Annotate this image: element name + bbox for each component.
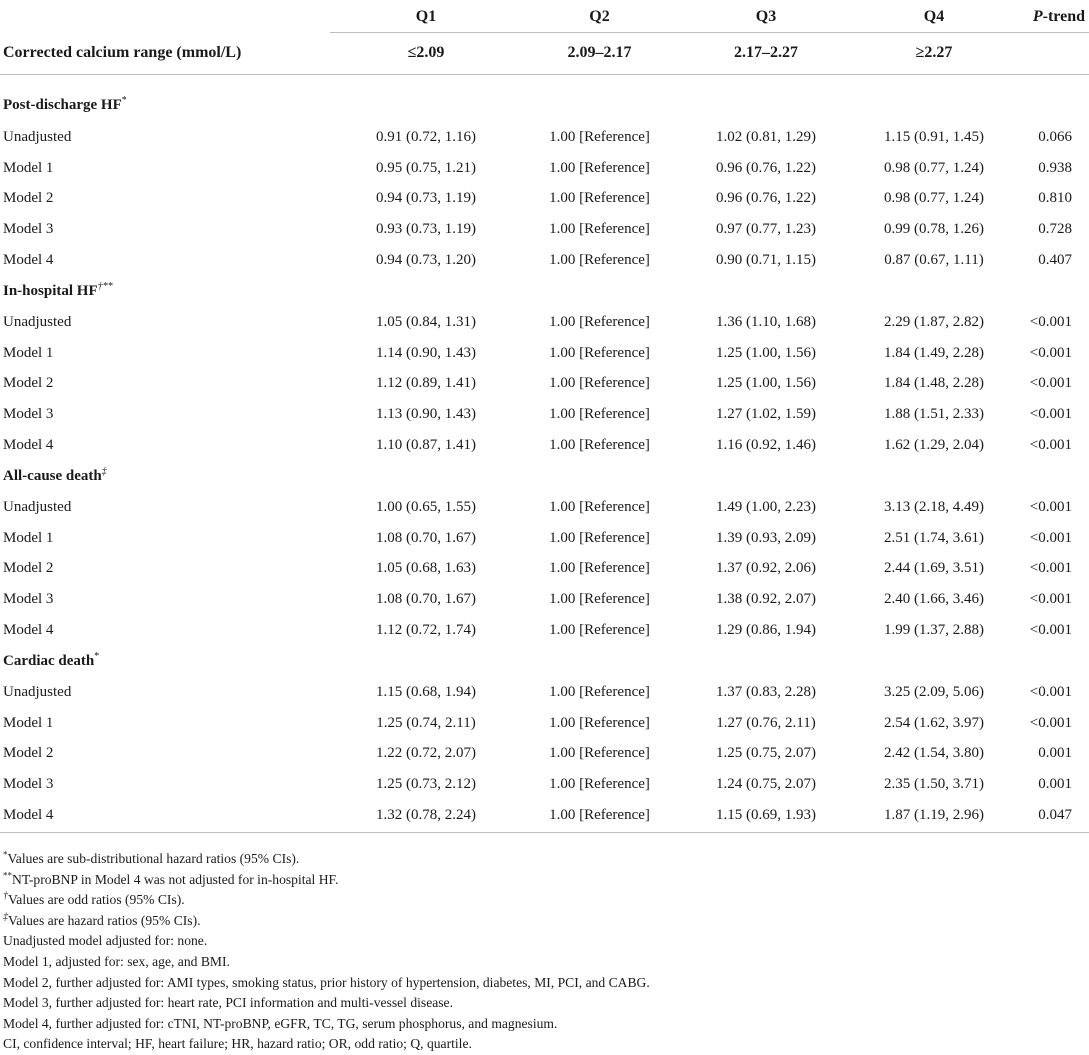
footnote (3, 1014, 1083, 1035)
cell-q2: 1.00 [Reference] (549, 344, 650, 361)
cell-q1: 1.14 (0.90, 1.43) (376, 344, 476, 361)
footnote (3, 890, 1083, 911)
cell-q4: 0.87 (0.67, 1.11) (884, 252, 984, 269)
row-label: Model 4 (3, 622, 54, 639)
table-row (0, 153, 1089, 184)
cell-p-trend: 0.728 (1038, 221, 1072, 238)
footnote-text: Values are sub-distributional hazard ratios (95% CIs). (7, 851, 300, 866)
cell-q1: 1.08 (0.70, 1.67) (376, 591, 476, 608)
row-label: Model 1 (3, 159, 54, 176)
cell-q2: 1.00 [Reference] (549, 591, 650, 608)
table-row (0, 769, 1089, 800)
cell-q1: 1.22 (0.72, 2.07) (376, 745, 476, 762)
row-label: Model 3 (3, 406, 54, 423)
range-q4: ≥2.27 (855, 32, 1013, 74)
cell-q2: 1.00 [Reference] (522, 800, 677, 832)
footnote-text: Values are hazard ratios (95% CIs). (8, 912, 201, 928)
range-q3: 2.17–2.27 (677, 32, 855, 74)
cell-p-trend: 0.066 (1038, 128, 1072, 145)
cell-q3: 1.16 (0.92, 1.46) (716, 437, 816, 454)
cell-q4: 1.99 (1.37, 2.88) (884, 622, 984, 639)
row-label: Model 4 (0, 800, 330, 832)
row-label: Unadjusted (3, 313, 72, 330)
cell-q1: 1.25 (0.74, 2.11) (376, 714, 476, 731)
table-row (0, 708, 1089, 739)
cell-q1: 1.12 (0.72, 1.74) (376, 622, 476, 639)
cell-p-trend: <0.001 (1029, 529, 1072, 546)
footnote (3, 931, 1083, 952)
cell-q1: 1.05 (0.68, 1.63) (376, 560, 476, 577)
cell-q4: 0.98 (0.77, 1.24) (884, 159, 984, 176)
footnote-text: Values are odd ratios (95% CIs). (8, 892, 185, 908)
cell-q4: 1.15 (0.91, 1.45) (884, 128, 984, 145)
cell-q3: 1.25 (1.00, 1.56) (716, 344, 816, 361)
table-row (0, 523, 1089, 554)
cell-p-trend: <0.001 (1029, 313, 1072, 330)
cell-q3: 1.27 (0.76, 2.11) (716, 714, 816, 731)
footnote-text: Model 4, further adjusted for: cTNI, NT-proBNP, eGFR, TC, TG, serum phosphorus, and magnesium. (3, 1015, 558, 1031)
cell-q3: 0.90 (0.71, 1.15) (716, 252, 816, 269)
section-title-cell (0, 74, 1089, 122)
footnote-mark: † (3, 890, 8, 902)
cell-q1: 0.93 (0.73, 1.19) (376, 221, 476, 238)
footnote (3, 973, 1083, 994)
section-footnote-mark: †** (97, 280, 113, 292)
row-label: Model 2 (3, 560, 54, 577)
cell-q1: 1.10 (0.87, 1.41) (376, 437, 476, 454)
cell-q2: 1.00 [Reference] (549, 683, 650, 700)
footnote (3, 993, 1083, 1014)
cell-p-trend: <0.001 (1029, 622, 1072, 639)
cell-p-trend: <0.001 (1029, 344, 1072, 361)
row-label: Model 1 (3, 344, 54, 361)
cell-q4: 0.99 (0.78, 1.26) (884, 221, 984, 238)
section-row (0, 646, 1089, 677)
cell-q3: 1.49 (1.00, 2.23) (716, 498, 816, 515)
footnotes (3, 849, 1083, 1055)
cell-q2: 1.00 [Reference] (549, 622, 650, 639)
cell-q3: 1.02 (0.81, 1.29) (716, 128, 816, 145)
section-title-cell (0, 461, 1089, 492)
cell-q3: 1.24 (0.75, 2.07) (716, 776, 816, 793)
cell-q4: 3.13 (2.18, 4.49) (884, 498, 984, 515)
cell-q1: 0.94 (0.73, 1.19) (376, 190, 476, 207)
cell-q3: 1.29 (0.86, 1.94) (716, 622, 816, 639)
cell-q4: 2.42 (1.54, 3.80) (884, 745, 984, 762)
table-row (0, 430, 1089, 461)
table-row (0, 739, 1089, 770)
cell-q1: 0.95 (0.75, 1.21) (376, 159, 476, 176)
footnote (3, 849, 1083, 870)
row-label: Model 3 (3, 221, 54, 238)
cell-p-trend: 0.938 (1038, 159, 1072, 176)
footnote-text: Model 2, further adjusted for: AMI types, smoking status, prior history of hypertension, diabetes, MI, PCI, and CABG. (3, 974, 650, 990)
row-label: Model 1 (3, 714, 54, 731)
row-label: Model 2 (3, 190, 54, 207)
cell-q3: 1.25 (0.75, 2.07) (716, 745, 816, 762)
table-row (0, 584, 1089, 615)
section-title-cell (0, 276, 1089, 307)
cell-q3: 1.15 (0.69, 1.93) (677, 800, 855, 832)
cell-p-trend: <0.001 (1029, 714, 1072, 731)
cell-q2: 1.00 [Reference] (549, 252, 650, 269)
cell-q4: 2.44 (1.69, 3.51) (884, 560, 984, 577)
cell-q3: 1.37 (0.92, 2.06) (716, 560, 816, 577)
cell-q2: 1.00 [Reference] (549, 406, 650, 423)
footnote (3, 870, 1083, 891)
header-q4: Q4 (923, 7, 945, 25)
cell-q4: 3.25 (2.09, 5.06) (884, 683, 984, 700)
cell-q3: 0.97 (0.77, 1.23) (716, 221, 816, 238)
cell-q3: 1.38 (0.92, 2.07) (716, 591, 816, 608)
cell-q4: 1.62 (1.29, 2.04) (884, 437, 984, 454)
table-body (0, 74, 1089, 832)
cell-q1: 0.91 (0.72, 1.16) (376, 128, 476, 145)
cell-q3: 1.39 (0.93, 2.09) (716, 529, 816, 546)
cell-q2: 1.00 [Reference] (549, 159, 650, 176)
cell-q2: 1.00 [Reference] (549, 498, 650, 515)
cell-q2: 1.00 [Reference] (549, 375, 650, 392)
row-label: Model 4 (3, 252, 54, 269)
p-trend-rest: -trend (1042, 7, 1085, 25)
row-label: Model 2 (3, 745, 54, 762)
cell-q4: 0.98 (0.77, 1.24) (884, 190, 984, 207)
footnote-text: NT-proBNP in Model 4 was not adjusted for in-hospital HF. (12, 871, 339, 887)
table-row (0, 399, 1089, 430)
cell-p-trend: 0.001 (1038, 745, 1072, 762)
table-row (0, 492, 1089, 523)
row-label: Model 2 (3, 375, 54, 392)
row-label: Unadjusted (3, 498, 72, 515)
cell-q2: 1.00 [Reference] (549, 221, 650, 238)
cell-q1: 1.00 (0.65, 1.55) (376, 498, 476, 515)
footnote-text: Unadjusted model adjusted for: none. (3, 933, 208, 949)
range-label: Corrected calcium range (mmol/L) (3, 43, 242, 61)
footnote-text: Model 1, adjusted for: sex, age, and BMI. (3, 953, 230, 969)
cell-p-trend: <0.001 (1029, 683, 1072, 700)
section-title: Post-discharge HF (3, 96, 122, 113)
footnote-mark: * (3, 849, 8, 860)
cell-q4: 2.54 (1.62, 3.97) (884, 714, 984, 731)
cell-q1: 1.32 (0.78, 2.24) (330, 800, 522, 832)
cell-q2: 1.00 [Reference] (549, 190, 650, 207)
cell-p-trend: <0.001 (1029, 591, 1072, 608)
table-row (0, 369, 1089, 400)
cell-p-trend: 0.810 (1038, 190, 1072, 207)
cell-p-trend: <0.001 (1029, 498, 1072, 515)
section-title: In-hospital HF (3, 282, 98, 299)
row-label: Unadjusted (3, 128, 72, 145)
p-trend-italic: P (1032, 7, 1043, 25)
footnote-text: CI, confidence interval; HF, heart failure; HR, hazard ratio; OR, odd ratio; Q, quartile. (3, 1036, 472, 1052)
footnote-text: Model 3, further adjusted for: heart rate, PCI information and multi-vessel disease. (3, 995, 453, 1011)
cell-q4: 2.40 (1.66, 3.46) (884, 591, 984, 608)
section-footnote-mark: * (121, 94, 127, 106)
cell-q1: 1.08 (0.70, 1.67) (376, 529, 476, 546)
cell-p-trend: <0.001 (1029, 375, 1072, 392)
section-footnote-mark: * (94, 650, 100, 662)
table-row (0, 122, 1089, 153)
cell-q3: 0.96 (0.76, 1.22) (716, 159, 816, 176)
table-row (0, 615, 1089, 646)
footnote-mark: ** (3, 870, 12, 881)
footnote-mark: ‡ (3, 911, 8, 923)
cell-p-trend: 0.001 (1038, 776, 1072, 793)
cell-q2: 1.00 [Reference] (549, 714, 650, 731)
cell-q1: 1.12 (0.89, 1.41) (376, 375, 476, 392)
cell-q4: 1.88 (1.51, 2.33) (884, 406, 984, 423)
section-row (0, 74, 1089, 122)
cell-p-trend: <0.001 (1029, 437, 1072, 454)
section-title-cell (0, 646, 1089, 677)
cell-q1: 1.15 (0.68, 1.94) (376, 683, 476, 700)
section-title: Cardiac death (3, 652, 95, 669)
cell-q1: 1.05 (0.84, 1.31) (376, 313, 476, 330)
row-label: Model 4 (3, 437, 54, 454)
cell-q1: 1.25 (0.73, 2.12) (376, 776, 476, 793)
cell-q1: 1.13 (0.90, 1.43) (376, 406, 476, 423)
cell-q4: 1.87 (1.19, 2.96) (855, 800, 1013, 832)
range-q1: ≤2.09 (330, 32, 522, 74)
range-q2: 2.09–2.17 (522, 32, 677, 74)
cell-q2: 1.00 [Reference] (549, 560, 650, 577)
row-label: Model 3 (3, 776, 54, 793)
section-row (0, 276, 1089, 307)
cell-q4: 2.35 (1.50, 3.71) (884, 776, 984, 793)
row-label: Model 3 (3, 591, 54, 608)
section-footnote-mark: ‡ (101, 465, 107, 477)
cell-q3: 0.96 (0.76, 1.22) (716, 190, 816, 207)
cell-q2: 1.00 [Reference] (549, 529, 650, 546)
cell-q3: 1.27 (1.02, 1.59) (716, 406, 816, 423)
cell-q3: 1.25 (1.00, 1.56) (716, 375, 816, 392)
cell-q4: 1.84 (1.48, 2.28) (884, 375, 984, 392)
cell-p-trend: <0.001 (1029, 560, 1072, 577)
header-p-trend (1013, 0, 1089, 32)
table-row (0, 338, 1089, 369)
header-q3: Q3 (755, 7, 777, 25)
table-row (0, 554, 1089, 585)
table-row (0, 245, 1089, 276)
cell-q1: 0.94 (0.73, 1.20) (376, 252, 476, 269)
range-empty-cell (1013, 32, 1089, 74)
cell-q3: 1.36 (1.10, 1.68) (716, 313, 816, 330)
table-row (0, 800, 1089, 832)
cell-q2: 1.00 [Reference] (549, 745, 650, 762)
cell-q4: 2.29 (1.87, 2.82) (884, 313, 984, 330)
cell-q4: 1.84 (1.49, 2.28) (884, 344, 984, 361)
cell-q2: 1.00 [Reference] (549, 313, 650, 330)
header-q1: Q1 (415, 7, 437, 25)
section-title: All-cause death (3, 467, 102, 484)
section-row (0, 461, 1089, 492)
cell-q2: 1.00 [Reference] (549, 776, 650, 793)
range-header-row (0, 32, 1089, 74)
footnote (3, 952, 1083, 973)
table-row (0, 214, 1089, 245)
cell-q4: 2.51 (1.74, 3.61) (884, 529, 984, 546)
table-row (0, 677, 1089, 708)
cell-q2: 1.00 [Reference] (549, 437, 650, 454)
quartile-header-row (0, 0, 1089, 32)
cell-p-trend: 0.047 (1013, 800, 1089, 832)
row-label: Model 1 (3, 529, 54, 546)
header-q2: Q2 (589, 7, 610, 25)
table-row (0, 307, 1089, 338)
cell-q2: 1.00 [Reference] (549, 128, 650, 145)
table-row (0, 184, 1089, 215)
cell-q3: 1.37 (0.83, 2.28) (716, 683, 816, 700)
cell-p-trend: <0.001 (1029, 406, 1072, 423)
footnote (3, 911, 1083, 932)
header-empty-cell (0, 0, 330, 32)
cell-p-trend: 0.407 (1038, 252, 1072, 269)
row-label: Unadjusted (3, 683, 72, 700)
